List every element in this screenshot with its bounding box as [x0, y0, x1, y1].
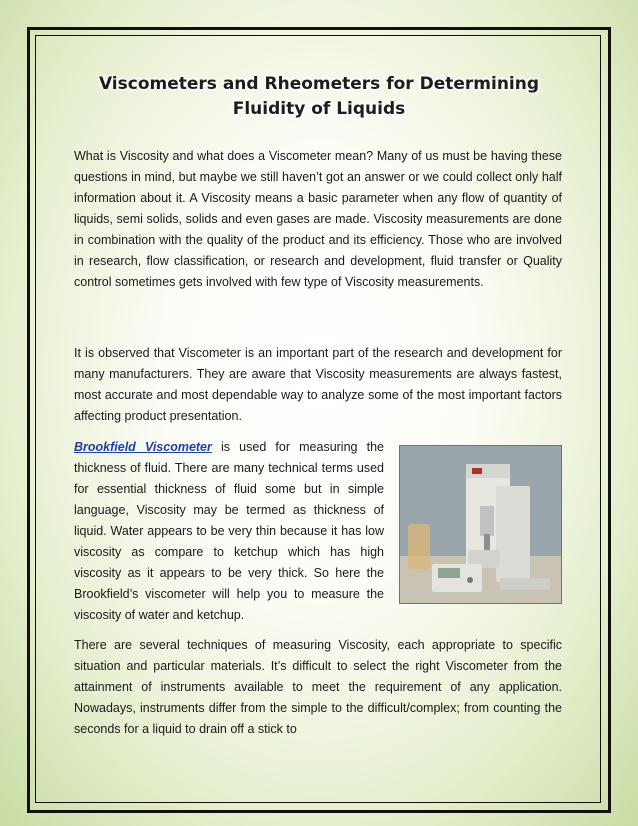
- viscometer-photo: [399, 445, 562, 604]
- paragraph-intro: What is Viscosity and what does a Viscometer mean? Many of us must be having these questions in mind, but maybe we still haven’t got an answer or we could collect only half information about it. A Viscosity means a basic parameter when any flow of quantity of liquids, semi solids, solids and even gases are made. Viscosity measurements are done in combination with the quality of the product and its efficiency. Those who are involved in research, flow classification, or research and development, fluid transfer or Quality control sometimes gets involved with few type of Viscosity measurements.: [74, 149, 562, 289]
- paragraph-research: It is observed that Viscometer is an important part of the research and development for many manufacturers. They are aware that Viscosity measurements are always fastest, most accurate and most dependable way to analyze some of the most important factors affecting product presentation.: [74, 346, 562, 423]
- paragraph-brookfield-text: is used for measuring the thickness of fluid. There are many technical terms used for essential thickness of fluid some but in simple language, Viscosity may be termed as thickness of liquid. Water appears to be very thin because it has low viscosity as compare to ketchup which has high viscosity as it appears to be very thick. So here the Brookfield’s viscometer will help you to measure the viscosity of water and ketchup.: [74, 440, 384, 622]
- paragraph-brookfield: [74, 437, 384, 626]
- document-title: Viscometers and Rheometers for Determining Fluidity of Liquids: [98, 74, 540, 119]
- paragraph-techniques: There are several techniques of measuring Viscosity, each appropriate to specific situation and particular materials. It’s difficult to select the right Viscometer from the attainment of instruments available to meet the requirement of any application. Nowadays, instruments differ from the simple to the difficult/complex; from counting the seconds for a liquid to drain off a stick to: [74, 638, 562, 736]
- viscometer-illustration: [400, 446, 561, 603]
- brookfield-viscometer-link[interactable]: Brookfield Viscometer: [74, 440, 212, 454]
